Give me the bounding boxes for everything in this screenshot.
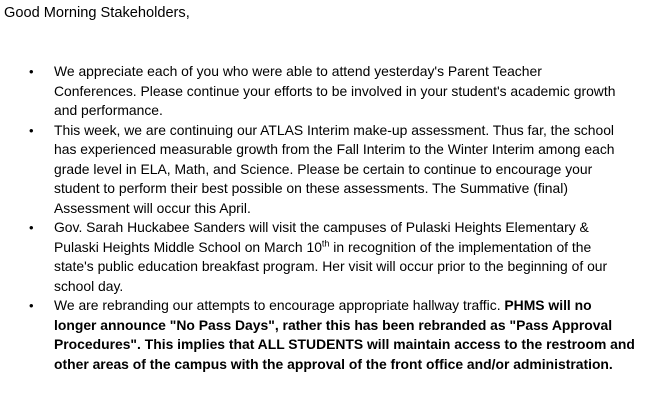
list-item (0, 296, 665, 374)
paragraph-line: other areas of the campus with the approval of the front office and/or administration. (54, 355, 613, 372)
emphasis-text: PHMS will no (504, 297, 592, 313)
paragraph-line: school day. (54, 277, 124, 294)
bullet-icon: • (29, 64, 34, 79)
line-text: We are rebranding our attempts to encourage appropriate hallway traffic. (54, 297, 505, 313)
paragraph-line: Procedures". This implies that ALL STUDENTS will maintain access to the restroom and (54, 336, 635, 352)
paragraph-line: grade level in ELA, Math, and Science. Please be certain to continue to encourage your (54, 160, 593, 177)
bullet-icon: • (29, 220, 34, 235)
paragraph-line: This week, we are continuing our ATLAS Interim make-up assessment. Thus far, the school (54, 121, 615, 138)
paragraph-line: Conferences. Please continue your efforts to be involved in your student's academic growth (54, 82, 616, 99)
list-item (0, 62, 665, 121)
list-item (0, 218, 665, 296)
paragraph-line: and performance. (54, 102, 163, 118)
paragraph-line: Assessment will occur this April. (54, 199, 251, 216)
paragraph-line: student to perform their best possible on these assessments. The Summative (final) (54, 180, 568, 196)
paragraph-line: Gov. Sarah Huckabee Sanders will visit the campuses of Pulaski Heights Elementary & (54, 219, 589, 235)
greeting: Good Morning Stakeholders, (4, 5, 190, 21)
paragraph-line: has experienced measurable growth from the Fall Interim to the Winter Interim among each (54, 141, 615, 157)
line-text: Pulaski Heights Middle School on March 10 (54, 238, 322, 255)
list-item (0, 121, 665, 219)
paragraph-line: longer announce "No Pass Days", rather this has been rebranded as "Pass Approval (54, 316, 613, 333)
ordinal-suffix: th (321, 237, 330, 248)
bullet-icon: • (29, 122, 34, 138)
paragraph-line: state's public education breakfast program. Her visit will occur prior to the beginning of our (54, 258, 608, 274)
line-text: in recognition of the implementation of the (329, 238, 592, 255)
paragraph-line (54, 296, 659, 316)
paragraph-line (54, 238, 659, 258)
paragraph-line: We appreciate each of you who were able to attend yesterday's Parent Teacher (54, 63, 542, 79)
bullet-icon: • (29, 298, 34, 313)
bullet-list (0, 62, 665, 374)
